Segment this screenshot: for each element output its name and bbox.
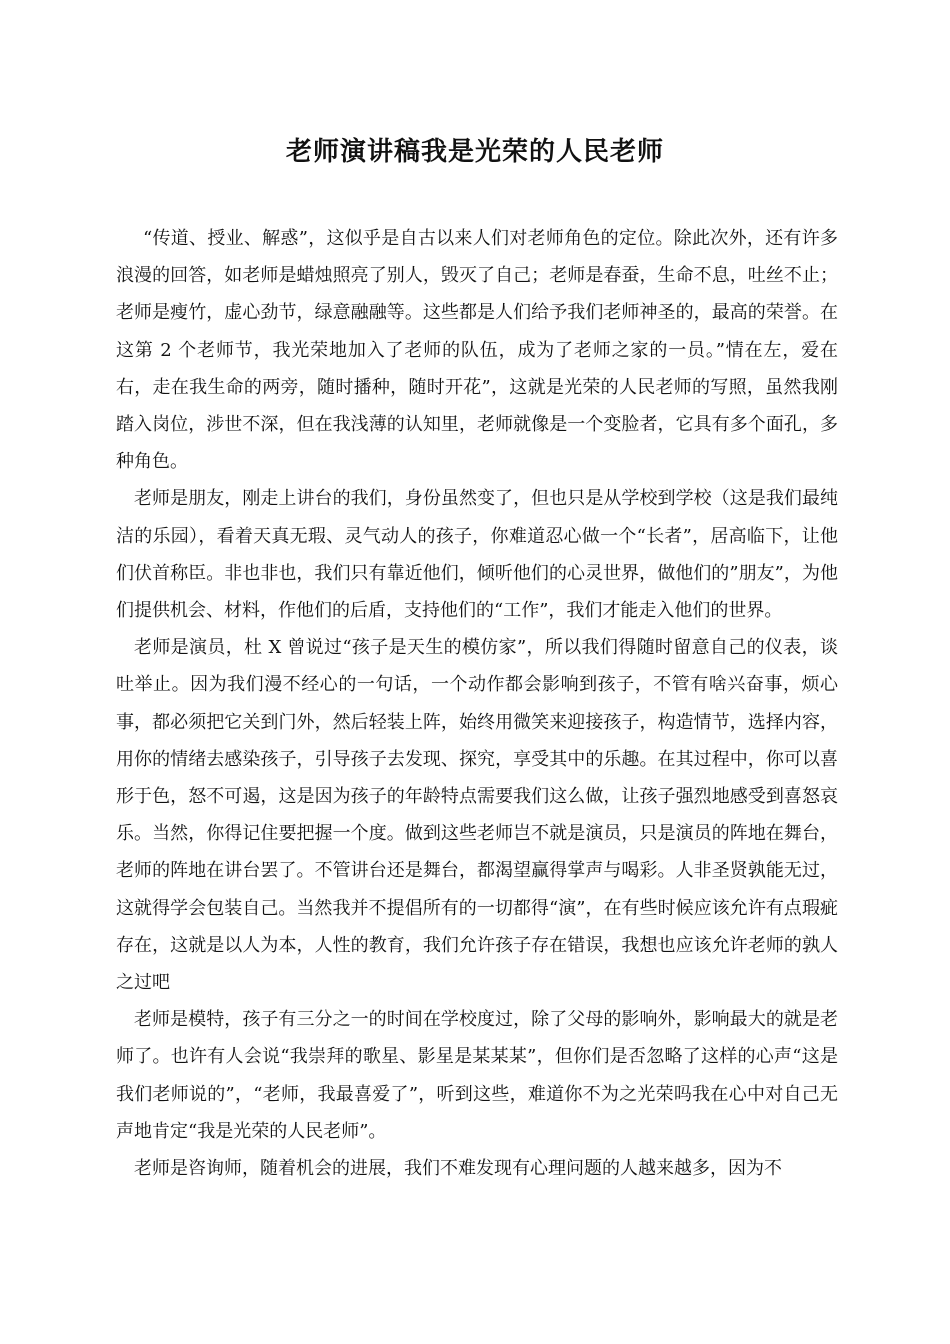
document-title: 老师演讲稿我是光荣的人民老师 <box>285 137 664 167</box>
paragraph-teacher-model: 老师是模特，孩子有三分之一的时间在学校度过，除了父母的影响外，影响最大的就是老师了。也许有人会说“我崇拜的歌星、影星是某某某”，但你们是否忽略了这样的心声“这是我们老师说的”，“老师，我最喜爱了”，听到这些，难道你不为之光荣吗我在心中对自己无声地肯定“我是光荣的人民老师”。 <box>116 1009 838 1142</box>
paragraph-intro: “传道、授业、解惑”，这似乎是自古以来人们对老师角色的定位。除此次外，还有许多浪漫的回答，如老师是蜡烛照亮了别人，毁灭了自己；老师是春蚕，生命不息，吐丝不止；老师是瘦竹，虚心劲节，绿意融融等。这些都是人们给予我们老师神圣的，最高的荣誉。在这第 2 个老师节，我光荣地加入了老师的队伍，成为了老师之家的一员。”情在左，爱在右，走在我生命的两旁，随时播种，随时开花”，这就是光荣的人民老师的写照，虽然我刚踏入岗位，涉世不深，但在我浅薄的认知里，老师就像是一个变脸者，它具有多个面孔，多种角色。 <box>116 228 838 473</box>
paragraph-teacher-friend: 老师是朋友，刚走上讲台的我们，身份虽然变了，但也只是从学校到学校（这是我们最纯洁的乐园），看着天真无瑕、灵气动人的孩子，你难道忍心做一个“长者”，居高临下，让他们伏首称臣。非也非也，我们只有靠近他们，倾听他们的心灵世界，做他们的”朋友”，为他们提供机会、材料，作他们的后盾，支持他们的“工作”，我们才能走入他们的世界。 <box>116 488 838 622</box>
document-body <box>116 220 838 1187</box>
paragraph-teacher-counselor: 老师是咨询师，随着机会的进展，我们不难发现有心理问题的人越来越多，因为不 <box>134 1158 782 1180</box>
paragraph-teacher-actor: 老师是演员，杜 X 曾说过“孩子是天生的模仿家”，所以我们得随时留意自己的仪表，谈吐举止。因为我们漫不经心的一句话，一个动作都会影响到孩子，不管有啥兴奋事，烦心事，都必须把它关到门外，然后轻装上阵，始终用微笑来迎接孩子，构造情节，选择内容，用你的情绪去感染孩子，引导孩子去发现、探究，享受其中的乐趣。在其过程中，你可以喜形于色，怒不可遏，这是因为孩子的年龄特点需要我们这么做，让孩子强烈地感受到喜怒哀乐。当然，你得记住要把握一个度。做到这些老师岂不就是演员，只是演员的阵地在舞台，老师的阵地在讲台罢了。不管讲台还是舞台，都渴望赢得掌声与喝彩。人非圣贤孰能无过，这就得学会包装自己。当然我并不提倡所有的一切都得“演”，在有些时候应该允许有点瑕疵存在，这就是以人为本，人性的教育，我们允许孩子存在错误，我想也应该允许老师的孰人之过吧 <box>116 637 838 994</box>
